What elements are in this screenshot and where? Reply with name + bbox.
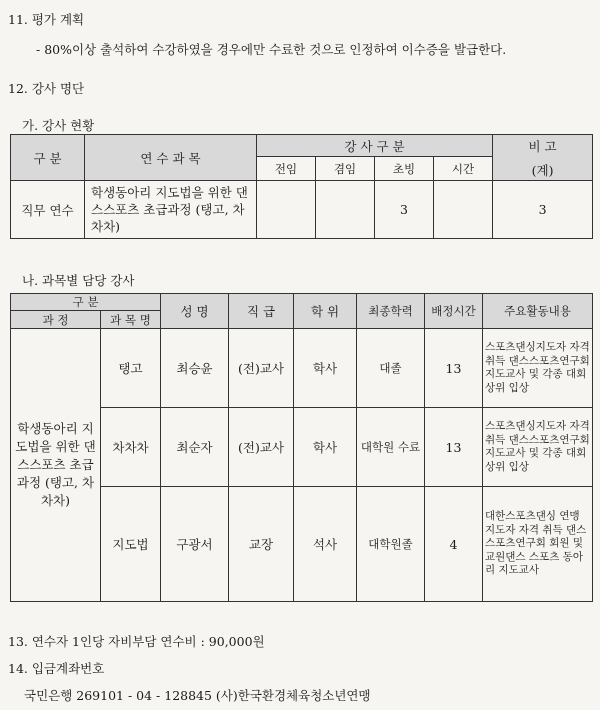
- header-instructor-group: 강 사 구 분: [257, 135, 493, 157]
- cell-position: (전)교사: [229, 329, 294, 408]
- cell-name: 구광서: [161, 487, 229, 602]
- cell-activities: 스포츠댄싱지도자 자격 취득 댄스스포츠연구회 지도교사 및 각종 대회 상위 입상: [483, 329, 593, 408]
- cell-name: 최승윤: [161, 329, 229, 408]
- header-position: 직 급: [229, 294, 294, 329]
- cell-position: (전)교사: [229, 408, 294, 487]
- cell-name: 최순자: [161, 408, 229, 487]
- cell-course: 학생동아리 지도법을 위한 댄스스포츠 초급과정 (탱고, 차차차): [85, 181, 257, 239]
- subject-instructor-table: [10, 293, 593, 602]
- cell-hours: 4: [425, 487, 483, 602]
- header-course: 과 정: [11, 311, 101, 329]
- bank-account: 국민은행 269101 - 04 - 128845 (사)한국환경체육청소년연맹: [24, 688, 371, 703]
- cell-course-name: 학생동아리 지도법을 위한 댄스스포츠 초급과정 (탱고, 차차차): [11, 329, 101, 602]
- cell-degree: 석사: [294, 487, 357, 602]
- header-fulltime: 전임: [257, 157, 316, 181]
- header-hours: 배정시간: [425, 294, 483, 329]
- cell-hourly: [434, 181, 493, 239]
- cell-activities: 대한스포츠댄싱 연맹 지도자 자격 취득 댄스스포츠연구회 회원 및 교원댄스 스포츠 동아리 지도교사: [483, 487, 593, 602]
- header-name: 성 명: [161, 294, 229, 329]
- header-course: 연 수 과 목: [85, 135, 257, 181]
- header-subject: 과 목 명: [101, 311, 161, 329]
- section-12-title: 12. 강사 명단: [8, 81, 85, 96]
- remarks-sub-label: (계): [531, 162, 554, 178]
- cell-degree: 학사: [294, 408, 357, 487]
- cell-education: 대학원졸: [357, 487, 425, 602]
- table-ga-caption: 가. 강사 현황: [22, 118, 95, 133]
- cell-invited: 3: [375, 181, 434, 239]
- instructor-status-table: [10, 134, 593, 239]
- header-hourly: 시간: [434, 157, 493, 181]
- cell-activities: 스포츠댄싱지도자 자격 취득 댄스스포츠연구회 지도교사 및 각종 대회 상위 입상: [483, 408, 593, 487]
- cell-concurrent: [316, 181, 375, 239]
- cell-position: 교장: [229, 487, 294, 602]
- cell-division: 직무 연수: [11, 181, 85, 239]
- header-education: 최종학력: [357, 294, 425, 329]
- remarks-label: 비 고: [528, 138, 557, 154]
- cell-hours: 13: [425, 408, 483, 487]
- header-invited: 초빙: [375, 157, 434, 181]
- section-14-title: 14. 입금계좌번호: [8, 661, 105, 676]
- evaluation-note: - 80%이상 출석하여 수강하였을 경우에만 수료한 것으로 인정하여 이수증을 발급한다.: [36, 42, 507, 57]
- cell-education: 대졸: [357, 329, 425, 408]
- cell-total: 3: [493, 181, 593, 239]
- cell-degree: 학사: [294, 329, 357, 408]
- header-remarks: [493, 135, 593, 181]
- header-degree: 학 위: [294, 294, 357, 329]
- cell-hours: 13: [425, 329, 483, 408]
- header-division: 구 분: [11, 135, 85, 181]
- cell-fulltime: [257, 181, 316, 239]
- cell-education: 대학원 수료: [357, 408, 425, 487]
- cell-subject: 차차차: [101, 408, 161, 487]
- table-row: [11, 329, 593, 408]
- section-11-title: 11. 평가 계획: [8, 12, 85, 27]
- header-division: 구 분: [11, 294, 161, 311]
- cell-subject: 탱고: [101, 329, 161, 408]
- header-activities: 주요활동내용: [483, 294, 593, 329]
- tuition-fee: 13. 연수자 1인당 자비부담 연수비 : 90,000원: [8, 634, 265, 649]
- cell-subject: 지도법: [101, 487, 161, 602]
- header-concurrent: 겸임: [316, 157, 375, 181]
- table-na-caption: 나. 과목별 담당 강사: [22, 273, 135, 288]
